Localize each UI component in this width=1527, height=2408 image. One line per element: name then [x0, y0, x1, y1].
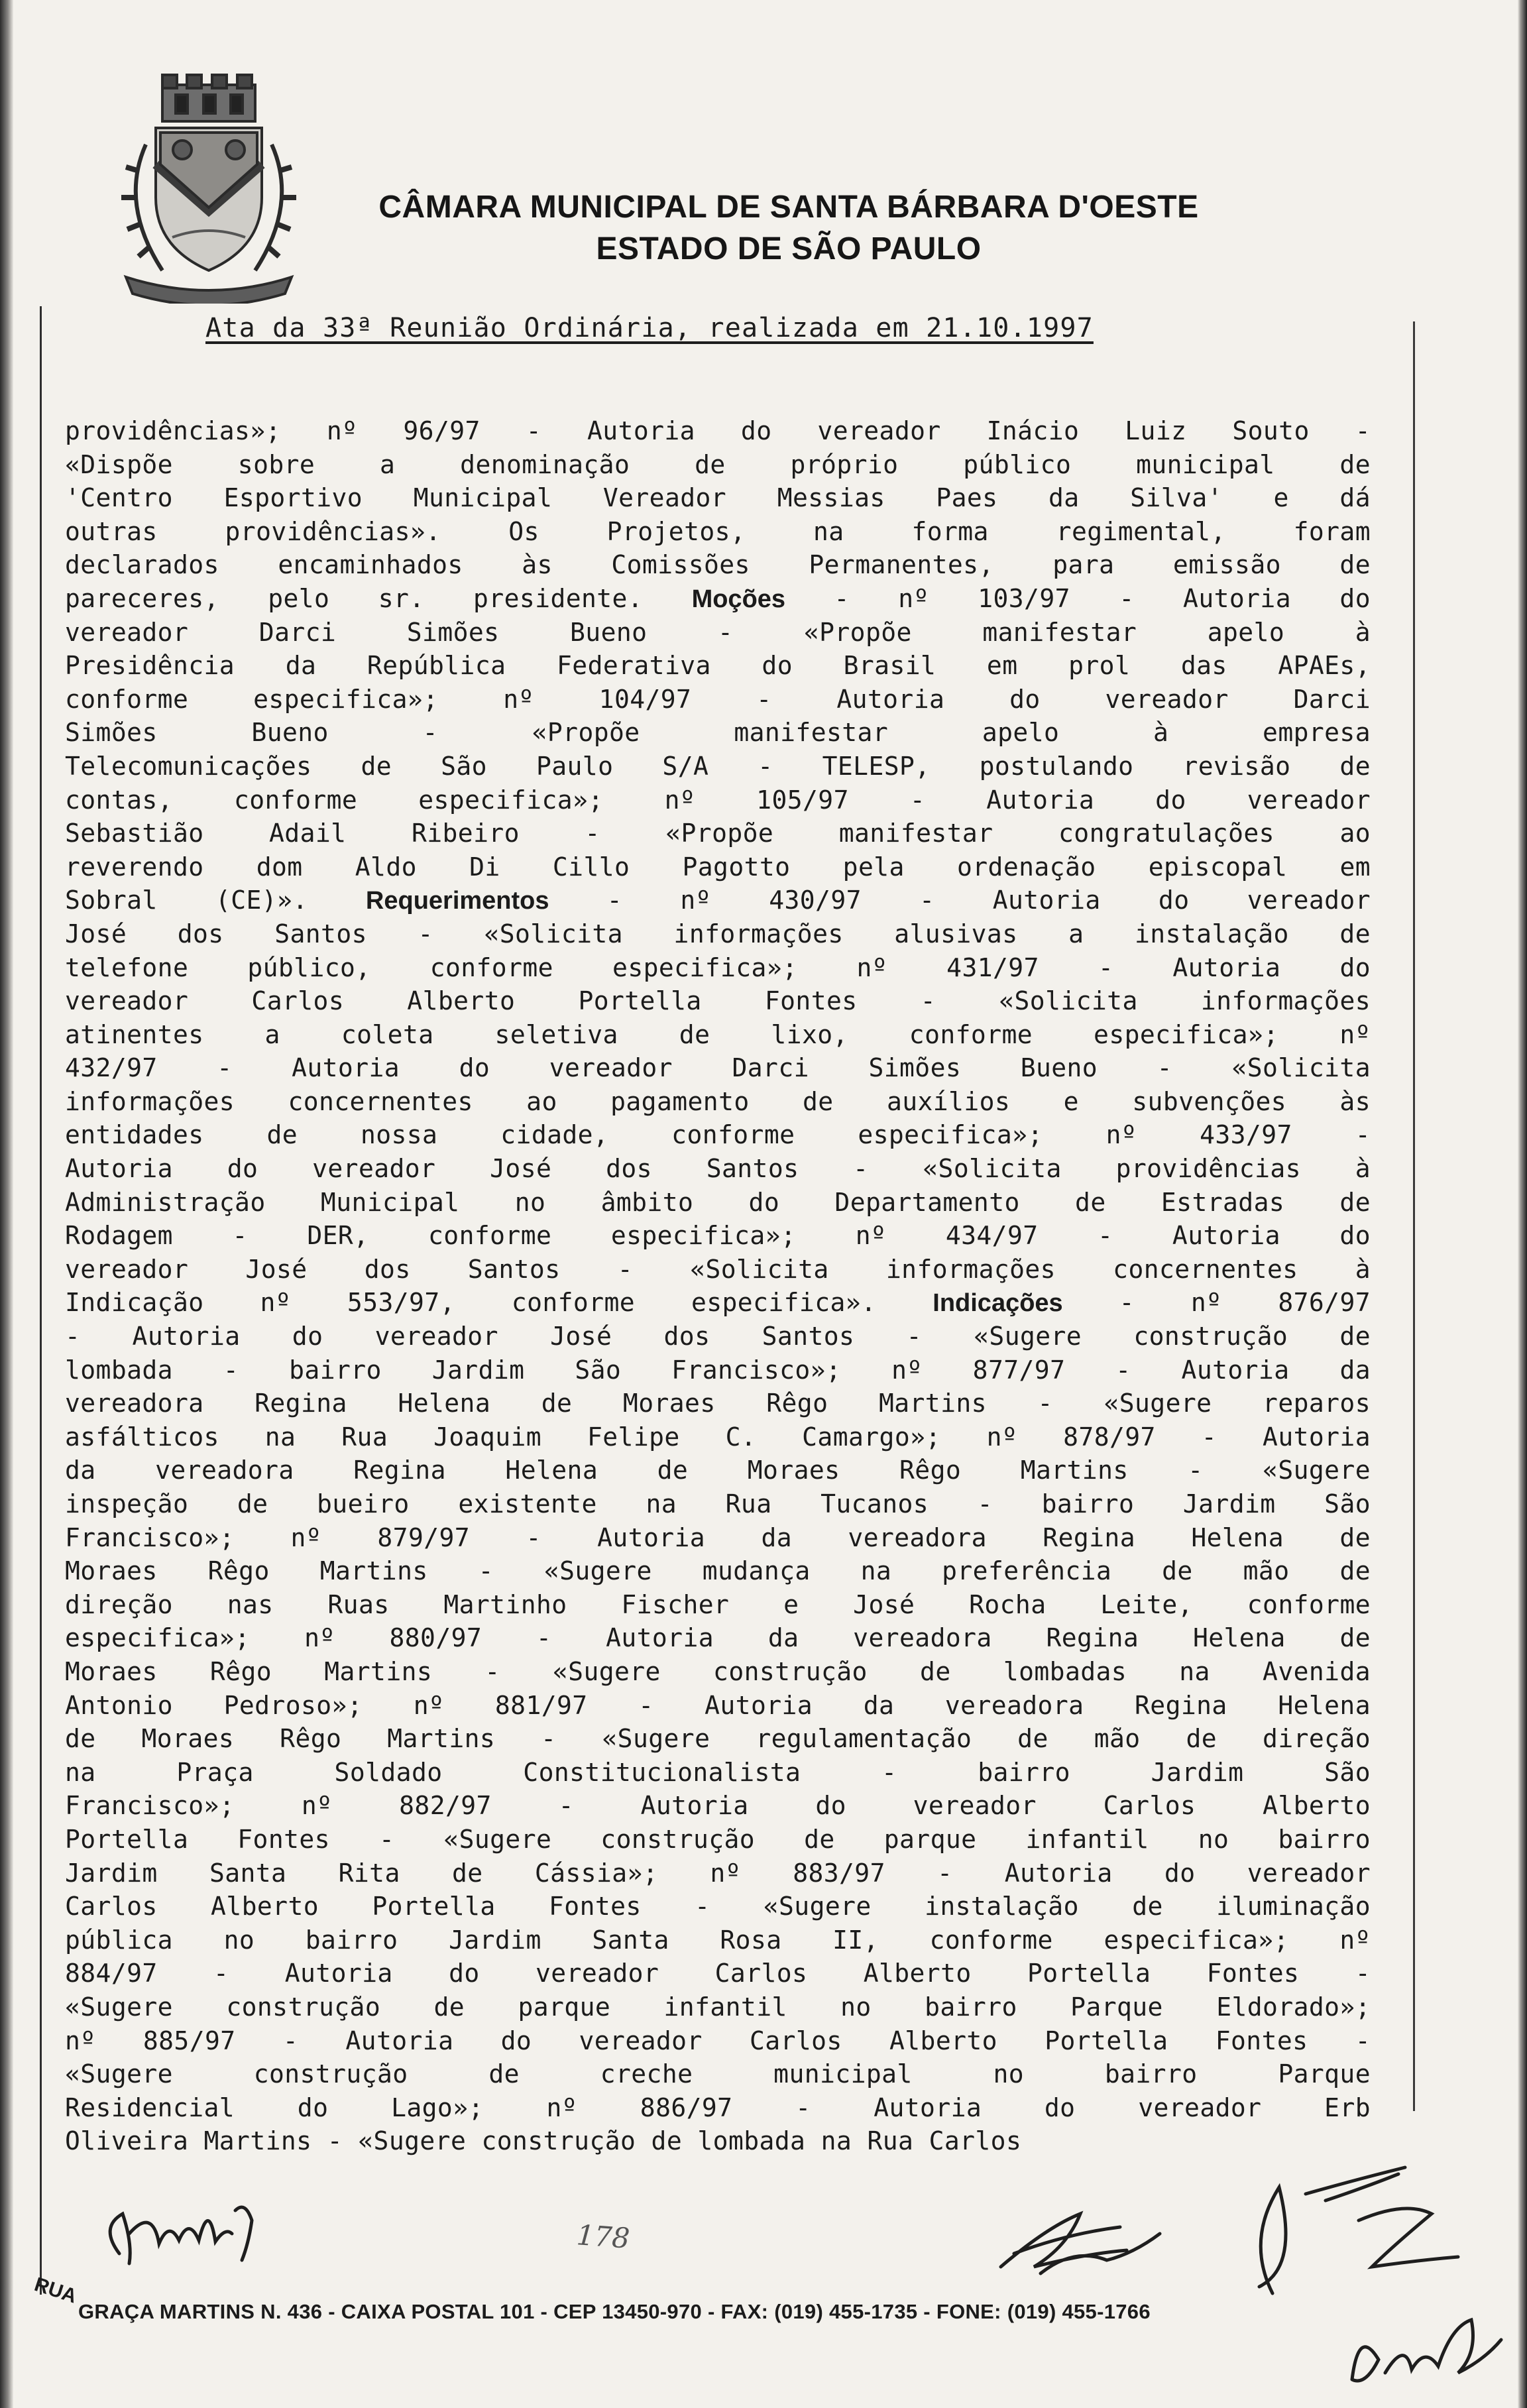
body-text-segment: Portella Fontes - «Sugere construção de parque infantil no bairro: [65, 1824, 1371, 1854]
body-line: [65, 1253, 1371, 1287]
body-line: [65, 1219, 1371, 1253]
body-text-segment: na Praça Soldado Constitucionalista - bairro Jardim São: [65, 1757, 1371, 1787]
body-text-segment: Residencial do Lago»; nº 886/97 - Autoria do vereador Erb: [65, 2093, 1371, 2122]
body-text-segment: vereador Darci Simões Bueno - «Propõe manifestar apelo à: [65, 617, 1371, 647]
body-text-segment: «Sugere construção de parque infantil no bairro Parque Eldorado»;: [65, 1992, 1371, 2022]
body-line: [65, 1353, 1371, 1387]
body-line: [65, 1186, 1371, 1220]
body-line: [65, 951, 1371, 985]
body-text-segment: Moraes Rêgo Martins - «Sugere construção de lombadas na Avenida: [65, 1656, 1371, 1686]
body-line: [65, 2024, 1371, 2058]
body-line: [65, 1990, 1371, 2024]
body-line: [65, 1051, 1371, 1085]
body-text-segment: contas, conforme especifica»; nº 105/97 - Autoria do vereador: [65, 785, 1371, 815]
body-line: [65, 1722, 1371, 1756]
body-text-segment: Francisco»; nº 882/97 - Autoria do vereador Carlos Alberto: [65, 1791, 1371, 1821]
body-text-segment: vereadora Regina Helena de Moraes Rêgo Martins - «Sugere reparos: [65, 1389, 1371, 1418]
body-text-segment: Indicação nº 553/97, conforme especifica».: [65, 1288, 933, 1318]
section-heading: Indicações: [933, 1289, 1063, 1318]
body-text-segment: Simões Bueno - «Propõe manifestar apelo à empresa: [65, 718, 1371, 748]
body-text-segment: conforme especifica»; nº 104/97 - Autoria do vereador Darci: [65, 684, 1371, 714]
body-text-segment: telefone público, conforme especifica»; nº 431/97 - Autoria do: [65, 952, 1371, 982]
body-line: [65, 1789, 1371, 1823]
body-line: [65, 1621, 1371, 1655]
body-text-segment: Antonio Pedroso»; nº 881/97 - Autoria da vereadora Regina Helena: [65, 1690, 1371, 1720]
body-text-segment: Administração Municipal no âmbito do Departamento de Estradas de: [65, 1187, 1371, 1217]
body-text-segment: Francisco»; nº 879/97 - Autoria da vereadora Regina Helena de: [65, 1522, 1371, 1552]
body-line: [65, 1588, 1371, 1622]
body-line: [65, 1857, 1371, 1890]
body-text-segment: «Dispõe sobre a denominação de próprio público municipal de: [65, 449, 1371, 479]
body-text-segment: Presidência da República Federativa do Brasil em prol das APAEs,: [65, 651, 1371, 681]
body-text-segment: 884/97 - Autoria do vereador Carlos Alberto Portella Fontes -: [65, 1959, 1371, 1988]
body-line: [65, 1118, 1371, 1152]
signature-left-icon: [93, 2181, 292, 2273]
section-heading: Moções: [691, 585, 786, 613]
body-line: [65, 1420, 1371, 1454]
section-heading: Requerimentos: [365, 887, 549, 915]
body-text-segment: Telecomunicações de São Paulo S/A - TELESP, postulando revisão de: [65, 751, 1371, 781]
body-text-segment: Sebastião Adail Ribeiro - «Propõe manifestar congratulações ao: [65, 819, 1371, 848]
body-line: [65, 1018, 1371, 1052]
body-line: [65, 2124, 1371, 2158]
body-line: [65, 1085, 1371, 1119]
body-line: [65, 884, 1371, 917]
body-text-segment: - nº 430/97 - Autoria do vereador: [549, 886, 1371, 915]
body-text-segment: Rodagem - DER, conforme especifica»; nº 434/97 - Autoria do: [65, 1221, 1371, 1251]
body-text-segment: Carlos Alberto Portella Fontes - «Sugere instalação de iluminação: [65, 1892, 1371, 1921]
body-text-segment: Jardim Santa Rita de Cássia»; nº 883/97 - Autoria do vereador: [65, 1858, 1371, 1888]
body-text-segment: declarados encaminhados às Comissões Permanentes, para emissão de: [65, 550, 1371, 580]
footer-rua: RUA: [31, 2273, 80, 2308]
body-text-segment: - Autoria do vereador José dos Santos - «Sugere construção de: [65, 1322, 1371, 1351]
body-line: [65, 1521, 1371, 1555]
body-text-segment: da vereadora Regina Helena de Moraes Rêgo Martins - «Sugere: [65, 1456, 1371, 1485]
body-text-segment: Moraes Rêgo Martins - «Sugere mudança na preferência de mão de: [65, 1556, 1371, 1586]
body-text-segment: 'Centro Esportivo Municipal Vereador Messias Paes da Silva' e dá: [65, 483, 1371, 513]
body-line: [65, 1286, 1371, 1320]
body-line: [65, 850, 1371, 884]
body-line: [65, 1454, 1371, 1487]
footer-address: GRAÇA MARTINS N. 436 - CAIXA POSTAL 101 - CEP 13450-970 - FAX: (019) 455-1735 - FONE: (019) 455-1766: [78, 2300, 1151, 2323]
state-name: ESTADO DE SÃO PAULO: [596, 231, 982, 266]
minutes-body: [65, 414, 1371, 2158]
body-line: [65, 683, 1371, 717]
body-text-segment: direção nas Ruas Martinho Fischer e José Rocha Leite, conforme: [65, 1589, 1371, 1619]
body-text-segment: - nº 103/97 - Autoria do: [785, 583, 1371, 613]
body-text-segment: especifica»; nº 880/97 - Autoria da vereadora Regina Helena de: [65, 1623, 1371, 1653]
body-line: [65, 1823, 1371, 1857]
body-text-segment: lombada - bairro Jardim São Francisco»; nº 877/97 - Autoria da: [65, 1355, 1371, 1385]
body-line: [65, 1320, 1371, 1353]
body-text-segment: «Sugere construção de creche municipal no bairro Parque: [65, 2059, 1371, 2089]
body-line: [65, 481, 1371, 515]
body-line: [65, 1554, 1371, 1588]
body-text-segment: vereador Carlos Alberto Portella Fontes - «Solicita informações: [65, 986, 1371, 1016]
body-text-segment: - nº 876/97: [1062, 1288, 1371, 1318]
body-line: [65, 1387, 1371, 1420]
body-text-segment: informações concernentes ao pagamento de auxílios e subvenções às: [65, 1086, 1371, 1116]
body-line: [65, 616, 1371, 650]
body-line: [65, 917, 1371, 951]
body-line: [65, 414, 1371, 448]
body-line: [65, 649, 1371, 683]
body-line: [65, 1756, 1371, 1790]
body-text-segment: Oliveira Martins - «Sugere construção de lombada na Rua Carlos: [65, 2126, 1022, 2156]
body-text-segment: pública no bairro Jardim Santa Rosa II, conforme especifica»; nº: [65, 1925, 1371, 1955]
body-line: [65, 1689, 1371, 1723]
body-text-segment: inspeção de bueiro existente na Rua Tucanos - bairro Jardim São: [65, 1489, 1371, 1519]
body-text-segment: de Moraes Rêgo Martins - «Sugere regulamentação de mão de direção: [65, 1724, 1371, 1754]
minutes-title: Ata da 33ª Reunião Ordinária, realizada em 21.10.1997: [205, 313, 1094, 343]
body-line: [65, 783, 1371, 817]
margin-rule-left: [40, 306, 42, 2295]
body-line: [65, 1923, 1371, 1957]
page-number: 178: [575, 2218, 631, 2255]
body-line: [65, 817, 1371, 850]
body-text-segment: outras providências». Os Projetos, na forma regimental, foram: [65, 516, 1371, 546]
body-text-segment: Autoria do vereador José dos Santos - «Solicita providências à: [65, 1154, 1371, 1184]
body-line: [65, 1957, 1371, 1990]
institution-name: CÂMARA MUNICIPAL DE SANTA BÁRBARA D'OESTE: [378, 190, 1199, 225]
body-text-segment: 432/97 - Autoria do vereador Darci Simões Bueno - «Solicita: [65, 1053, 1371, 1083]
body-line: [65, 582, 1371, 616]
body-line: [65, 515, 1371, 549]
body-line: [65, 2091, 1371, 2125]
body-text-segment: vereador José dos Santos - «Solicita informações concernentes à: [65, 1254, 1371, 1284]
body-text-segment: nº 885/97 - Autoria do vereador Carlos Alberto Portella Fontes -: [65, 2026, 1371, 2055]
body-line: [65, 1655, 1371, 1689]
body-text-segment: Sobral (CE)».: [65, 886, 366, 915]
body-line: [65, 448, 1371, 482]
signature-center-icon: [988, 2187, 1173, 2287]
scan-edge-left: [0, 0, 13, 2408]
body-text-segment: entidades de nossa cidade, conforme especifica»; nº 433/97 -: [65, 1120, 1371, 1150]
body-text-segment: José dos Santos - «Solicita informações alusivas a instalação de: [65, 919, 1371, 948]
body-text-segment: providências»; nº 96/97 - Autoria do vereador Inácio Luiz Souto -: [65, 416, 1371, 445]
body-text-segment: atinentes a coleta seletiva de lixo, conforme especifica»; nº: [65, 1019, 1371, 1049]
body-line: [65, 1890, 1371, 1923]
body-line: [65, 548, 1371, 582]
body-text-segment: reverendo dom Aldo Di Cillo Pagotto pela ordenação episcopal em: [65, 852, 1371, 882]
footer: [31, 2273, 1497, 2346]
body-line: [65, 1487, 1371, 1521]
body-text-segment: pareceres, pelo sr. presidente.: [65, 583, 692, 613]
body-text-segment: asfálticos na Rua Joaquim Felipe C. Camargo»; nº 878/97 - Autoria: [65, 1422, 1371, 1452]
body-line: [65, 750, 1371, 783]
body-line: [65, 716, 1371, 750]
scan-edge-right: [1518, 0, 1527, 2408]
body-line: [65, 2057, 1371, 2091]
body-line: [65, 1152, 1371, 1186]
coat-of-arms-icon: [99, 72, 318, 304]
margin-rule-right: [1413, 321, 1415, 2111]
body-line: [65, 984, 1371, 1018]
